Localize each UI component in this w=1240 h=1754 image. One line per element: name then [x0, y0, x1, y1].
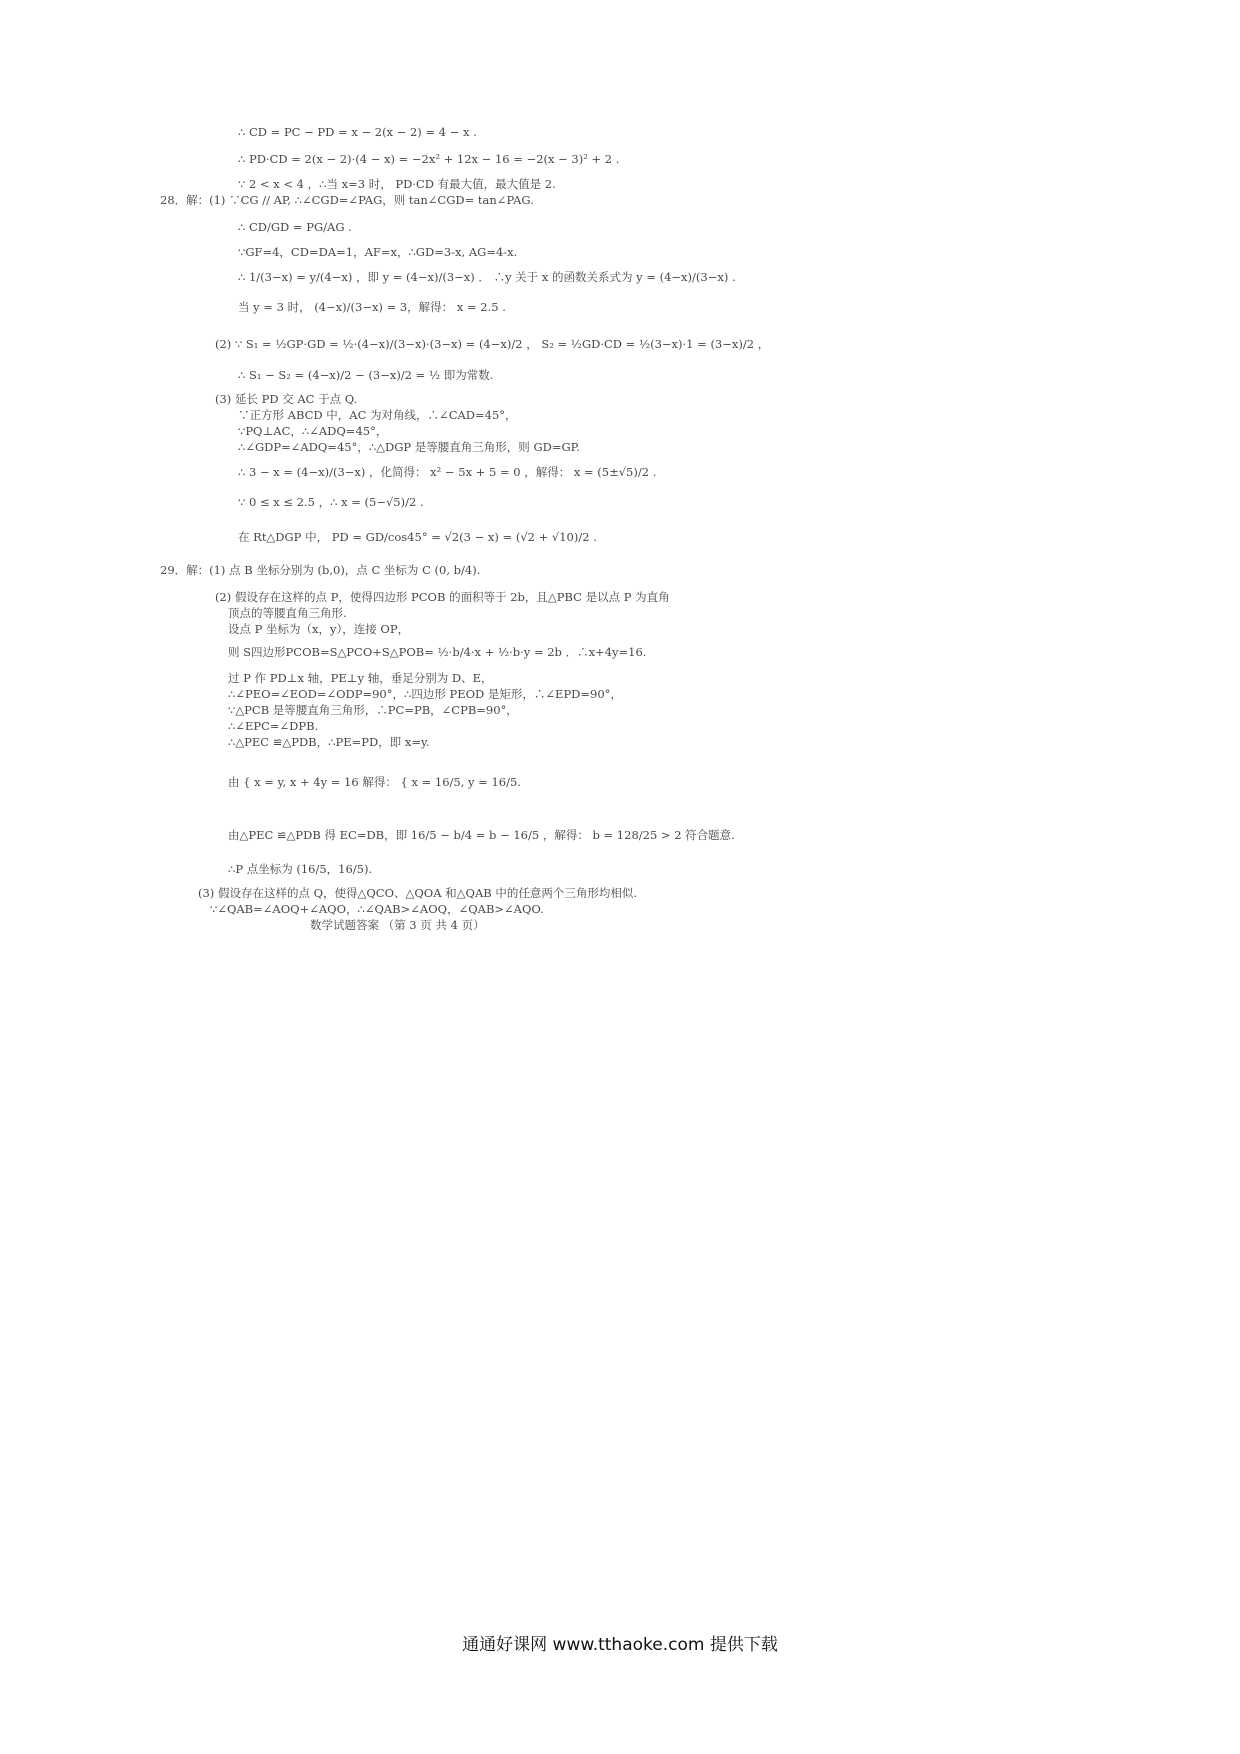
- text-line: ∵ 0 ≤ x ≤ 2.5 ，∴ x = (5−√5)/2 .: [238, 495, 424, 509]
- text-line: ∵∠QAB=∠AOQ+∠AQO，∴∠QAB>∠AOQ，∠QAB>∠AQO.: [210, 902, 544, 916]
- text-line: 过 P 作 PD⊥x 轴，PE⊥y 轴，垂足分别为 D、E，: [228, 671, 493, 685]
- text-line: ∴ CD/GD = PG/AG .: [238, 220, 352, 234]
- download-source-footer: 通通好课网 www.tthaoke.com 提供下载: [462, 1635, 778, 1655]
- text-line: 当 y = 3 时， (4−x)/(3−x) = 3，解得： x = 2.5 .: [238, 300, 506, 314]
- text-line: (2) 假设存在这样的点 P，使得四边形 PCOB 的面积等于 2b，且△PBC 是以点 P 为直角: [215, 590, 670, 604]
- text-line: ∴ CD = PC − PD = x − 2(x − 2) = 4 − x .: [238, 125, 477, 139]
- text-line: 由 { x = y, x + 4y = 16 解得： { x = 16/5, y = 16/5.: [228, 775, 521, 789]
- scanned-answer-page: [160, 125, 770, 1045]
- text-line: ∴ S₁ − S₂ = (4−x)/2 − (3−x)/2 = ½ 即为常数.: [238, 368, 494, 382]
- text-line: ∵GF=4，CD=DA=1，AF=x，∴GD=3-x, AG=4-x.: [238, 245, 518, 259]
- text-line: ∵正方形 ABCD 中，AC 为对角线，∴∠CAD=45°，: [238, 408, 517, 422]
- text-line: (2) ∵ S₁ = ½GP·GD = ½·(4−x)/(3−x)·(3−x) = (4−x)/2 ， S₂ = ½GD·CD = ½(3−x)·1 = (3−x)/2 ，: [215, 337, 770, 351]
- text-line: (3) 延长 PD 交 AC 于点 Q.: [215, 392, 358, 406]
- text-line: ∵ 2 < x < 4 ，∴当 x=3 时， PD·CD 有最大值，最大值是 2.: [238, 177, 556, 191]
- text-line: 设点 P 坐标为（x，y），连接 OP，: [228, 622, 410, 636]
- text-line: ∴∠GDP=∠ADQ=45°，∴△DGP 是等腰直角三角形，则 GD=GP.: [238, 440, 580, 454]
- text-line: ∴P 点坐标为 (16/5，16/5).: [228, 862, 373, 876]
- text-line: ∴△PEC ≌△PDB，∴PE=PD，即 x=y.: [228, 735, 430, 749]
- text-line: ∵△PCB 是等腰直角三角形，∴PC=PB，∠CPB=90°，: [228, 703, 518, 717]
- text-line: ∴ PD·CD = 2(x − 2)·(4 − x) = −2x² + 12x − 16 = −2(x − 3)² + 2 .: [238, 152, 620, 166]
- text-line: 29．解：(1) 点 B 坐标分别为 (b,0)，点 C 坐标为 C (0, b/4).: [160, 563, 481, 577]
- text-line: ∴ 3 − x = (4−x)/(3−x) ，化简得： x² − 5x + 5 = 0 ，解得： x = (5±√5)/2 .: [238, 465, 657, 479]
- text-line: 顶点的等腰直角三角形.: [228, 606, 347, 620]
- text-line: 在 Rt△DGP 中， PD = GD/cos45° = √2(3 − x) = (√2 + √10)/2 .: [238, 530, 597, 544]
- text-line: 28．解：(1) ∵CG // AP, ∴∠CGD=∠PAG，则 tan∠CGD= tan∠PAG.: [160, 193, 534, 207]
- text-line: ∵PQ⊥AC，∴∠ADQ=45°，: [238, 424, 388, 438]
- text-line: 则 S四边形PCOB=S△PCO+S△POB= ½·b/4·x + ½·b·y = 2b ．∴x+4y=16.: [228, 645, 647, 659]
- text-line: (3) 假设存在这样的点 Q，使得△QCO、△QOA 和△QAB 中的任意两个三角形均相似.: [198, 886, 638, 900]
- text-line: ∴ 1/(3−x) = y/(4−x) ，即 y = (4−x)/(3−x) ． ∴y 关于 x 的函数关系式为 y = (4−x)/(3−x) .: [238, 270, 736, 284]
- text-line: ∴∠PEO=∠EOD=∠ODP=90°，∴四边形 PEOD 是矩形，∴∠EPD=90°，: [228, 687, 622, 701]
- text-line: 由△PEC ≌△PDB 得 EC=DB，即 16/5 − b/4 = b − 16/5 ，解得： b = 128/25 > 2 符合题意.: [228, 828, 735, 842]
- page-number-line: 数学试题答案 （第 3 页 共 4 页）: [310, 918, 485, 932]
- text-line: ∴∠EPC=∠DPB.: [228, 719, 319, 733]
